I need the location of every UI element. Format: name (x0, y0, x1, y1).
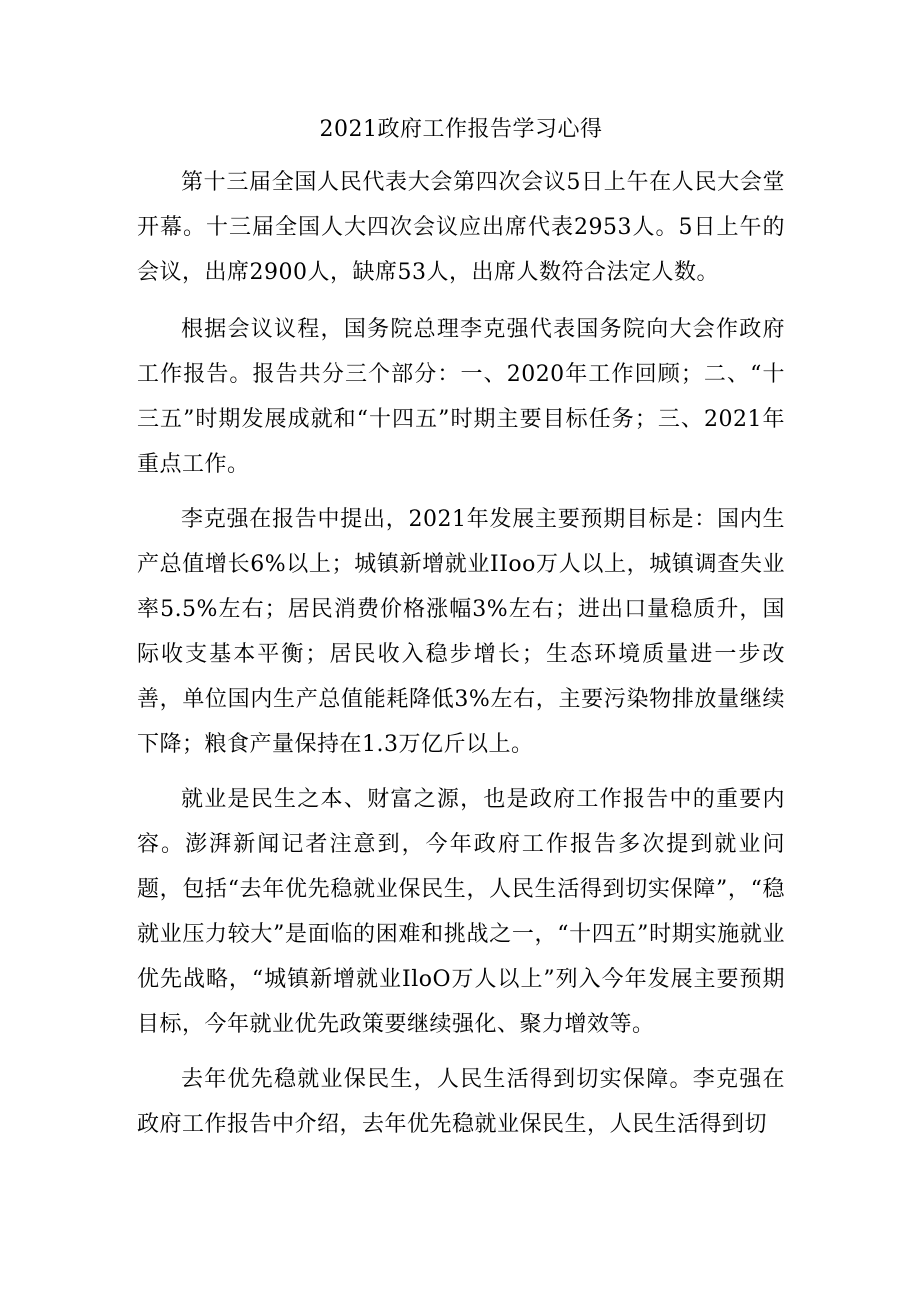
paragraph-employment-priority: 去年优先稳就业保民生，人民生活得到切实保障。李克强在政府工作报告中介绍，去年优先稳就业保民生，人民生活得到切 (137, 1067, 785, 1137)
paragraph-employment: 就业是民生之本、财富之源，也是政府工作报告中的重要内容。澎湃新闻记者注意到，今年政府工作报告多次提到就业问题，包括“去年优先稳就业保民生，人民生活得到切实保障”，“稳就业压力较大”是面临的困难和挑战之一，“十四五”时期实施就业优先战略，“城镇新增就业IloO万人以上”列入今年发展主要预期目标，今年就业优先政策要继续强化、聚力增效等。 (137, 787, 785, 1037)
document-body (137, 112, 785, 1147)
paragraph-npc-session-opening: 第十三届全国人民代表大会第四次会议5日上午在人民大会堂开幕。十三届全国人大四次会议应出席代表2953人。5日上午的会议，出席2900人，缺席53人，出席人数符合法定人数。 (137, 170, 785, 285)
paragraph-2021-targets: 李克强在报告中提出，2021年发展主要预期目标是：国内生产总值增长6%以上；城镇新增就业IIoo万人以上，城镇调查失业率5.5%左右；居民消费价格涨幅3%左右；进出口量稳质升，国际收支基本平衡；居民收入稳步增长；生态环境质量进一步改善，单位国内生产总值能耗降低3%左右，主要污染物排放量继续下降；粮食产量保持在1.3万亿斤以上。 (137, 507, 785, 757)
paragraph-report-structure: 根据会议议程，国务院总理李克强代表国务院向大会作政府工作报告。报告共分三个部分：一、2020年工作回顾；二、“十三五”时期发展成就和“十四五”时期主要目标任务；三、2021年重点工作。 (137, 317, 785, 477)
document-title: 2021政府工作报告学习心得 (319, 117, 603, 142)
